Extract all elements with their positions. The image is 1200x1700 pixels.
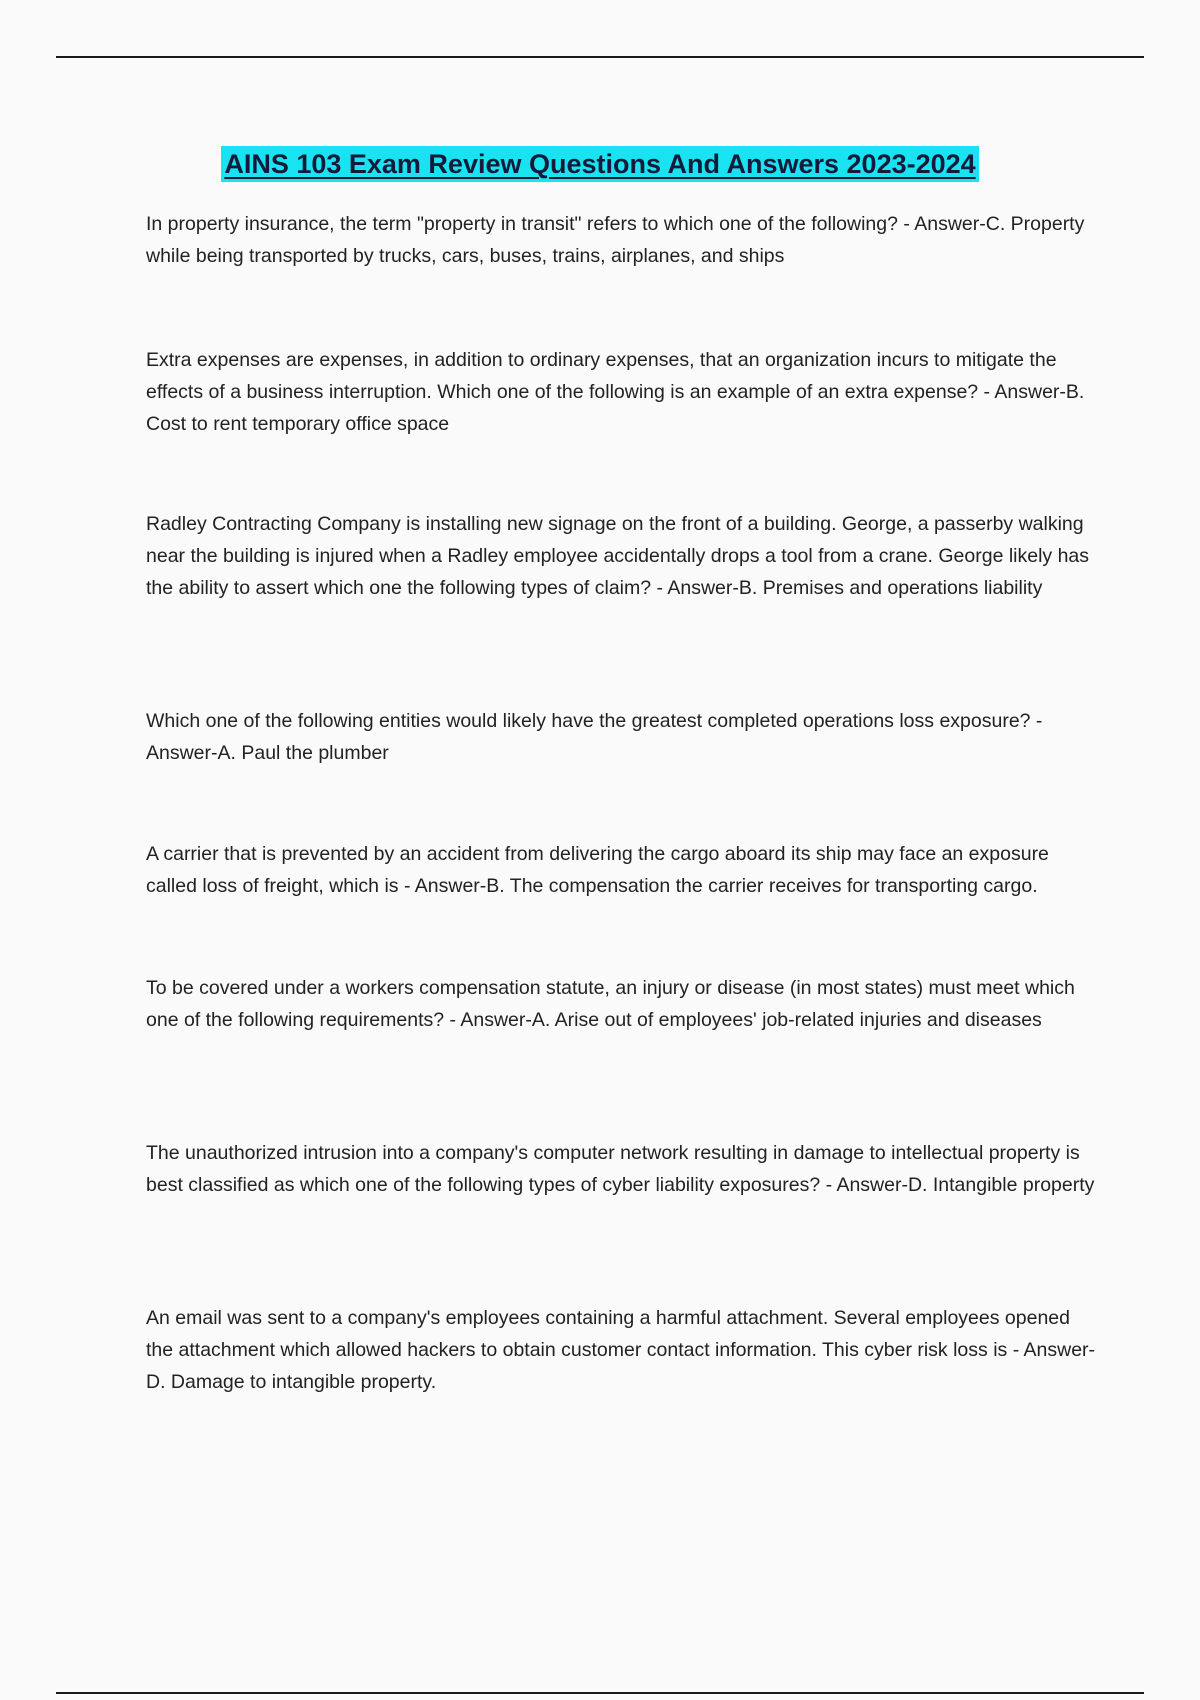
qa-item: Radley Contracting Company is installing new signage on the front of a building. George, a passerby walking near the building is injured when a Radley employee accidentally drops a tool from a crane. George likely has the ability to assert which one the following types of claim? - Answer-B. Premises and operations liability [146, 513, 1090, 599]
document-title: AINS 103 Exam Review Questions And Answers 2023-2024 [221, 146, 978, 182]
title-container [0, 146, 1200, 182]
qa-item: The unauthorized intrusion into a company's computer network resulting in damage to intellectual property is best classified as which one of the following types of cyber liability exposures? - Answer-D. Intangible property [146, 1142, 1095, 1196]
qa-item: An email was sent to a company's employees containing a harmful attachment. Several employees opened the attachment which allowed hackers to obtain customer contact information. This cyber risk loss is - Answer-D. Damage to intangible property. [146, 1307, 1096, 1393]
qa-item: Extra expenses are expenses, in addition to ordinary expenses, that an organization incurs to mitigate the effects of a business interruption. Which one of the following is an example of an extra expense? - Answer-B. Cost to rent temporary office space [146, 349, 1085, 435]
bottom-rule [56, 1692, 1144, 1694]
qa-item: To be covered under a workers compensation statute, an injury or disease (in most states) must meet which one of the following requirements? - Answer-A. Arise out of employees' job-related injuries and diseases [146, 977, 1075, 1031]
qa-item: In property insurance, the term "property in transit" refers to which one of the following? - Answer-C. Property while being transported by trucks, cars, buses, trains, airplanes, and ships [146, 213, 1085, 267]
qa-item: Which one of the following entities would likely have the greatest completed operations loss exposure? - Answer-A. Paul the plumber [146, 710, 1043, 764]
qa-item: A carrier that is prevented by an accident from delivering the cargo aboard its ship may face an exposure called loss of freight, which is - Answer-B. The compensation the carrier receives for transporting cargo. [146, 843, 1049, 897]
top-rule [56, 56, 1144, 58]
